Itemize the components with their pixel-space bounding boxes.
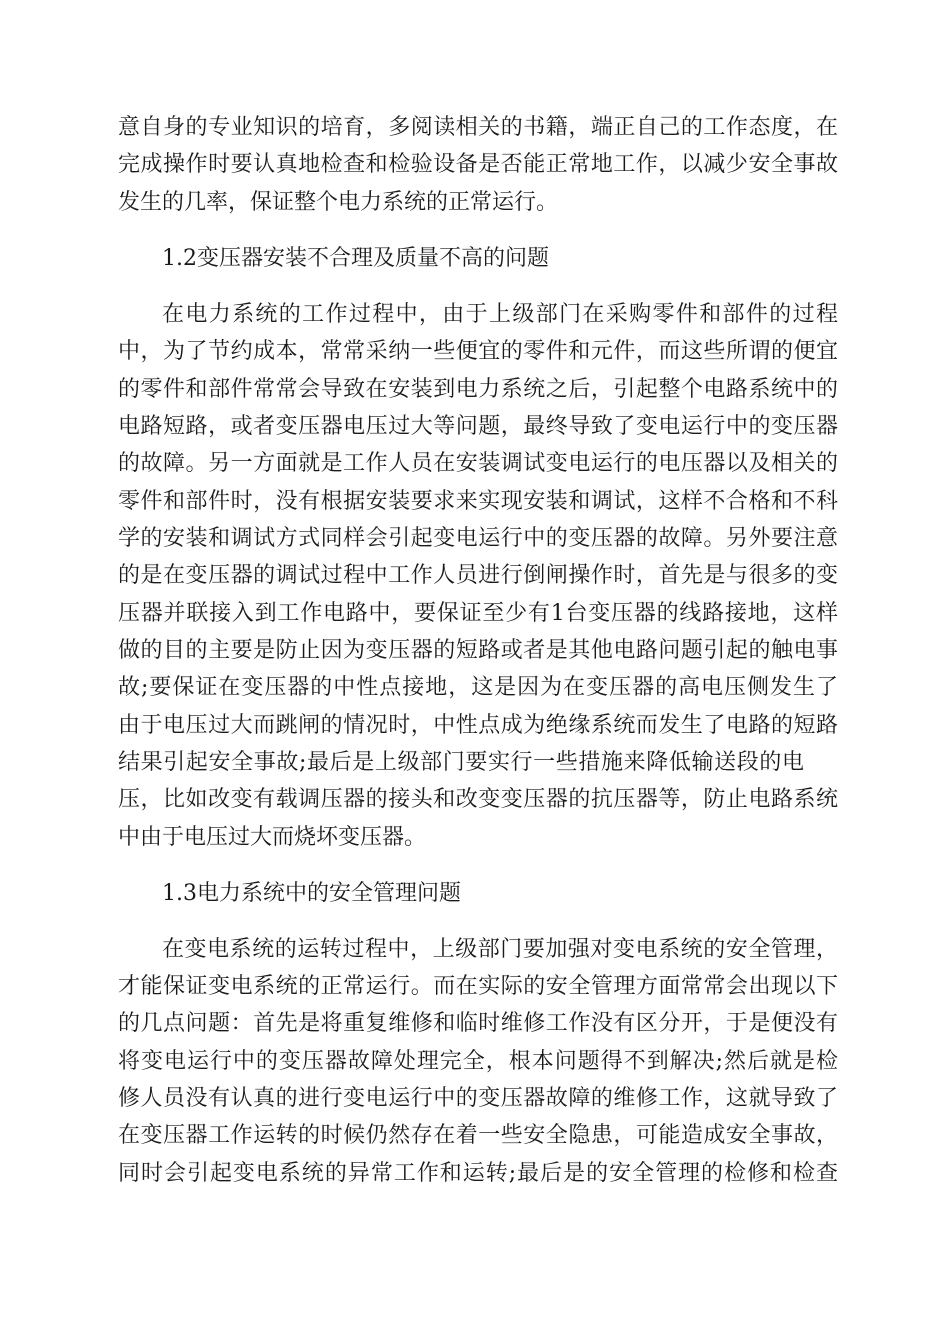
section-heading-1-2: 1.2变压器安装不合理及质量不高的问题 — [162, 246, 549, 271]
paragraph-2-line-11: 故;要保证在变压器的中性点接地，这是因为在变压器的高电压侧发生了 — [118, 675, 838, 700]
paragraph-2-line-6: 零件和部件时，没有根据安装要求来实现安装和调试，这样不合格和不科 — [118, 489, 838, 514]
paragraph-3-line-3: 的几点问题：首先是将重复维修和临时维修工作没有区分开，于是便没有 — [118, 1011, 838, 1036]
paragraph-2-line-8: 的是在变压器的调试过程中工作人员进行倒闸操作时，首先是与很多的变 — [118, 563, 838, 588]
paragraph-2-line-15: 中由于电压过大而烧坏变压器。 — [118, 825, 427, 850]
paragraph-2-line-3: 的零件和部件常常会导致在安装到电力系统之后，引起整个电路系统中的 — [118, 377, 838, 402]
paragraph-2-line-13: 结果引起安全事故;最后是上级部门要实行一些措施来降低输送段的电 — [118, 750, 804, 775]
paragraph-1-line-1: 意自身的专业知识的培育，多阅读相关的书籍，端正自己的工作态度，在 — [118, 115, 838, 140]
paragraph-2-line-10: 做的目的主要是防止因为变压器的短路或者是其他电路问题引起的触电事 — [118, 638, 838, 663]
paragraph-3-line-6: 在变压器工作运转的时候仍然存在着一些安全隐患，可能造成安全事故， — [118, 1123, 838, 1148]
paragraph-3-line-5: 修人员没有认真的进行变电运行中的变压器故障的维修工作，这就导致了 — [118, 1086, 838, 1111]
paragraph-2-line-12: 由于电压过大而跳闸的情况时，中性点成为绝缘系统而发生了电路的短路 — [118, 713, 838, 738]
paragraph-2-line-2: 中，为了节约成本，常常采纳一些便宜的零件和元件，而这些所谓的便宜 — [118, 339, 838, 364]
paragraph-3-line-2: 才能保证变电系统的正常运行。而在实际的安全管理方面常常会出现以下 — [118, 974, 838, 999]
paragraph-3-line-7: 同时会引起变电系统的异常工作和运转;最后是的安全管理的检修和检查 — [118, 1161, 838, 1186]
paragraph-3-line-1: 在变电系统的运转过程中，上级部门要加强对变电系统的安全管理， — [162, 937, 838, 962]
paragraph-3-line-4: 将变电运行中的变压器故障处理完全，根本问题得不到解决;然后就是检 — [118, 1049, 838, 1074]
paragraph-2-line-1: 在电力系统的工作过程中，由于上级部门在采购零件和部件的过程 — [162, 302, 838, 327]
section-heading-1-3: 1.3电力系统中的安全管理问题 — [162, 881, 461, 906]
paragraph-1-line-2: 完成操作时要认真地检查和检验设备是否能正常地工作，以减少安全事故 — [118, 152, 838, 177]
paragraph-2-line-14: 压，比如改变有载调压器的接头和改变变压器的抗压器等，防止电路系统 — [118, 787, 838, 812]
paragraph-1-line-3: 发生的几率，保证整个电力系统的正常运行。 — [118, 190, 559, 215]
paragraph-2-line-4: 电路短路，或者变压器电压过大等问题，最终导致了变电运行中的变压器 — [118, 414, 838, 439]
paragraph-2-line-9: 压器并联接入到工作电路中，要保证至少有1台变压器的线路接地，这样 — [118, 601, 838, 626]
paragraph-2-line-7: 学的安装和调试方式同样会引起变电运行中的变压器的故障。另外要注意 — [118, 526, 838, 551]
paragraph-2-line-5: 的故障。另一方面就是工作人员在安装调试变电运行的电压器以及相关的 — [118, 451, 838, 476]
